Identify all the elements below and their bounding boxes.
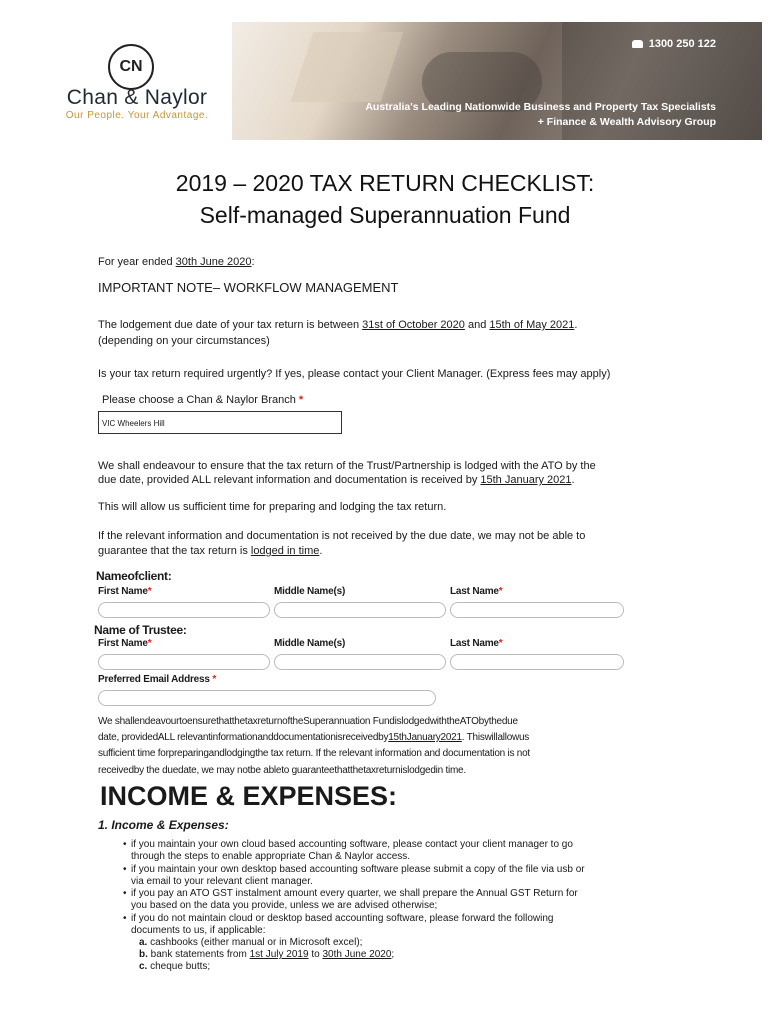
company-logo — [52, 40, 222, 130]
client-last-name-label: Last Name* — [450, 586, 503, 597]
client-first-name-input[interactable] — [98, 602, 270, 618]
super-fund-paragraph: date, providedALL relevantinformationanddocumentationisreceivedby15thJanuary2021. Thiswillallowus — [98, 732, 530, 743]
client-middle-name-label: Middle Name(s) — [274, 586, 346, 597]
not-received-text: If the relevant information and documentation is not received by the due date, we may not be able to — [98, 530, 586, 542]
sub-item-cashbooks: a. cashbooks (either manual or in Microsoft excel); — [139, 937, 363, 948]
sufficient-time-text: This will allow us sufficient time for preparing and lodging the tax return. — [98, 501, 447, 513]
email-label: Preferred Email Address * — [98, 674, 217, 685]
list-item: • if you maintain your own cloud based accounting software, please contact your client manager to go — [123, 839, 573, 850]
trustee-last-name-label: Last Name* — [450, 638, 503, 649]
list-item-continued: via email to your relevant client manager. — [131, 876, 313, 887]
banner-subheadline: + Finance & Wealth Advisory Group — [537, 116, 716, 128]
income-expenses-heading: INCOME & EXPENSES: — [100, 781, 398, 811]
year-ended-line: For year ended 30th June 2020: — [98, 256, 255, 268]
trustee-last-name-input[interactable] — [450, 654, 624, 670]
logo-emblem-icon — [108, 44, 154, 90]
trustee-first-name-label: First Name* — [98, 638, 152, 649]
bullet-icon: • — [123, 839, 127, 850]
trustee-name-heading: Name of Trustee: — [94, 623, 187, 637]
list-item: • if you maintain your own desktop based accounting software please submit a copy of the file via usb or — [123, 864, 585, 875]
super-fund-paragraph: receivedby the duedate, we may notbe ableto guaranteethatthetaxreturnislodgedin time. — [98, 765, 466, 776]
brand-tagline: Our People. Your Advantage. — [65, 110, 209, 121]
phone-number: 1300 250 122 — [632, 38, 716, 50]
bullet-icon: • — [123, 864, 127, 875]
urgent-note: Is your tax return required urgently? If yes, please contact your Client Manager. (Express fees may apply) — [98, 368, 611, 380]
super-fund-paragraph: We shallendeavourtoensurethatthetaxreturnoftheSuperannuation FundislodgedwiththeATObythedue — [98, 716, 518, 727]
logo-initials: CN — [119, 58, 143, 75]
trustee-middle-name-input[interactable] — [274, 654, 446, 670]
email-input[interactable] — [98, 690, 436, 706]
client-last-name-input[interactable] — [450, 602, 624, 618]
client-middle-name-input[interactable] — [274, 602, 446, 618]
branch-label: Please choose a Chan & Naylor Branch * — [102, 394, 304, 406]
banner-headline: Australia's Leading Nationwide Business and Property Tax Specialists — [365, 101, 716, 113]
trustee-middle-name-label: Middle Name(s) — [274, 638, 346, 649]
client-name-heading: Nameofclient: — [96, 569, 172, 583]
income-expenses-subheading: 1. Income & Expenses: — [98, 818, 229, 832]
brand-name: Chan & Naylor — [66, 86, 208, 109]
phone-icon — [632, 40, 643, 48]
page-subtitle: Self-managed Superannuation Fund — [199, 202, 571, 228]
sub-item-cheque-butts: c. cheque butts; — [139, 961, 211, 972]
list-item-continued: you based on the data you provide, unless we are advised otherwise; — [131, 900, 438, 911]
lodgement-circumstances: (depending on your circumstances) — [98, 335, 270, 347]
header-banner — [232, 22, 762, 140]
lodgement-due-date: The lodgement due date of your tax return is between 31st of October 2020 and 15th of May 2021. — [98, 319, 578, 331]
page-title: 2019 – 2020 TAX RETURN CHECKLIST: — [175, 170, 595, 196]
trustee-first-name-input[interactable] — [98, 654, 270, 670]
client-first-name-label: First Name* — [98, 586, 152, 597]
endeavour-text: due date, provided ALL relevant information and documentation is received by 15th January 2021. — [98, 474, 575, 486]
branch-select[interactable]: VIC Wheelers Hill — [98, 411, 342, 434]
list-item: • if you do not maintain cloud or desktop based accounting software, please forward the following — [123, 913, 554, 924]
bullet-icon: • — [123, 913, 127, 924]
not-received-text: guarantee that the tax return is lodged in time. — [98, 545, 323, 557]
list-item-continued: documents to us, if applicable: — [131, 925, 266, 936]
super-fund-paragraph: sufficient time forpreparingandlodgingthe tax return. If the relevant information and documentation is not — [98, 748, 530, 759]
list-item-continued: through the steps to enable appropriate Chan & Naylor access. — [131, 851, 411, 862]
sub-item-bank-statements: b. bank statements from 1st July 2019 to 30th June 2020; — [139, 949, 395, 960]
endeavour-text: We shall endeavour to ensure that the tax return of the Trust/Partnership is lodged with the ATO by the — [98, 460, 596, 472]
bullet-icon: • — [123, 888, 127, 899]
list-item: • if you pay an ATO GST instalment amount every quarter, we shall prepare the Annual GST Return for — [123, 888, 578, 899]
important-note-heading: IMPORTANT NOTE– WORKFLOW MANAGEMENT — [98, 280, 399, 295]
